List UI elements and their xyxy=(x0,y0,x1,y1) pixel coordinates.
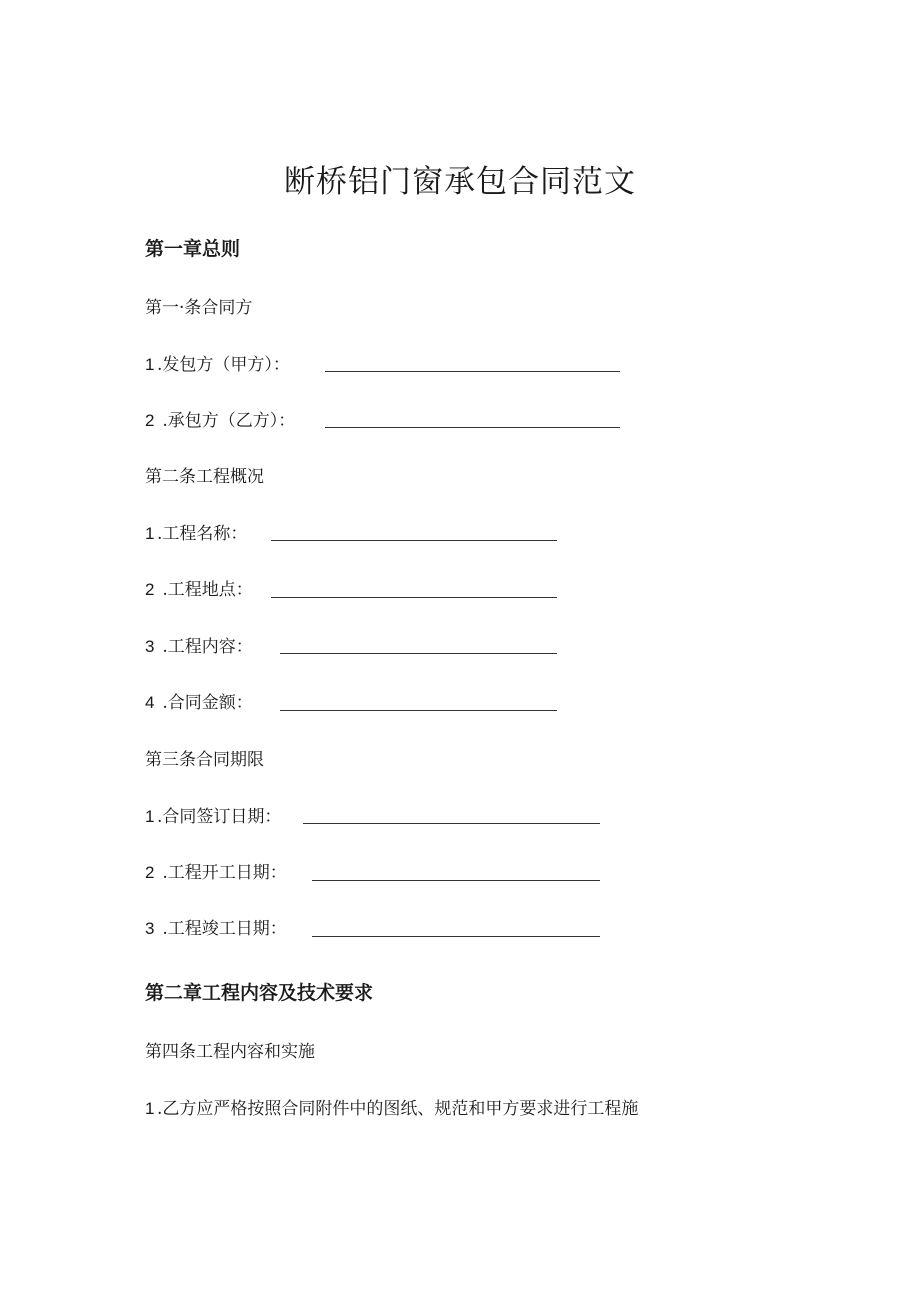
item-label: .发包方（甲方）： xyxy=(157,355,290,375)
item-number: 1 xyxy=(145,1099,155,1118)
item-project-location xyxy=(145,578,253,602)
item-label: .工程名称： xyxy=(157,524,248,544)
item-number: 2 xyxy=(145,411,155,430)
project-name-blank-line[interactable] xyxy=(271,540,557,541)
article-3-heading: 第三条合同期限 xyxy=(145,750,264,770)
employer-blank-line[interactable] xyxy=(325,371,620,372)
item-label: .乙方应严格按照合同附件中的图纸、规范和甲方要求进行工程施 xyxy=(157,1099,639,1119)
item-number: 1 xyxy=(145,807,155,826)
item-label: .工程开工日期： xyxy=(157,863,287,883)
contract-amount-blank-line[interactable] xyxy=(280,710,557,711)
item-start-date xyxy=(145,861,287,885)
document-title: 断桥铝门窗承包合同范文 xyxy=(284,164,636,200)
completion-date-blank-line[interactable] xyxy=(312,936,600,937)
item-number: 2 xyxy=(145,863,155,882)
project-content-blank-line[interactable] xyxy=(280,653,557,654)
item-number: 3 xyxy=(145,637,155,656)
chapter-1-heading: 第一章总则 xyxy=(145,238,241,260)
project-location-blank-line[interactable] xyxy=(271,597,557,598)
item-label: .承包方（乙方）： xyxy=(157,411,296,431)
item-label: .合同签订日期： xyxy=(157,807,282,827)
article-4-heading: 第四条工程内容和实施 xyxy=(145,1042,315,1062)
item-number: 1 xyxy=(145,355,155,374)
item-label: .工程内容： xyxy=(157,637,253,657)
item-project-name xyxy=(145,522,247,546)
item-project-content xyxy=(145,635,253,659)
article-2-heading: 第二条工程概况 xyxy=(145,467,264,487)
item-number: 2 xyxy=(145,580,155,599)
signing-date-blank-line[interactable] xyxy=(303,823,600,824)
item-contractor xyxy=(145,409,295,433)
contractor-blank-line[interactable] xyxy=(325,427,620,428)
item-label: .合同金额： xyxy=(157,693,253,713)
item-completion-date xyxy=(145,917,287,941)
item-number: 4 xyxy=(145,693,155,712)
chapter-2-heading: 第二章工程内容及技术要求 xyxy=(145,982,374,1004)
start-date-blank-line[interactable] xyxy=(312,880,600,881)
item-number: 3 xyxy=(145,919,155,938)
item-contract-amount xyxy=(145,691,253,715)
item-label: .工程地点： xyxy=(157,580,253,600)
item-construction-requirement xyxy=(145,1097,638,1121)
item-number: 1 xyxy=(145,524,155,543)
article-1-heading: 第一·条合同方 xyxy=(145,298,253,318)
item-employer xyxy=(145,353,290,377)
item-signing-date xyxy=(145,805,281,829)
item-label: .工程竣工日期： xyxy=(157,919,287,939)
